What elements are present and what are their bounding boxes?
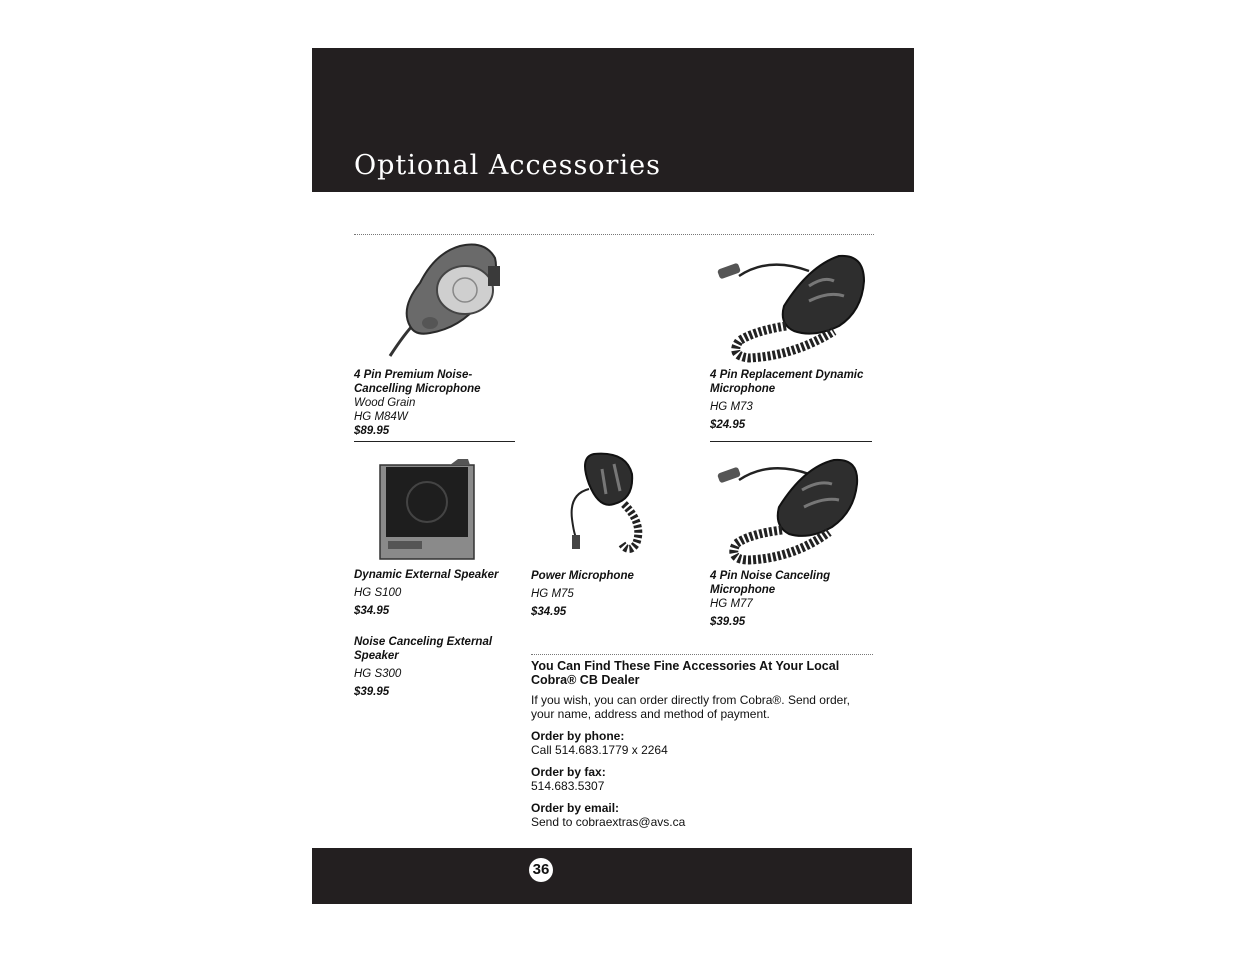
product-name: 4 Pin Noise Canceling Microphone	[710, 570, 831, 596]
email-value: Send to cobraextras@avs.ca	[531, 815, 686, 829]
microphone-m77-icon	[714, 452, 859, 568]
product-m77	[710, 569, 880, 629]
product-model: HG M75	[531, 588, 574, 600]
top-divider	[354, 234, 874, 235]
product-name: Noise Canceling External Speaker	[354, 636, 493, 662]
fax-value: 514.683.5307	[531, 779, 605, 793]
product-model: HG M77	[710, 598, 753, 610]
page-footer	[312, 848, 912, 904]
product-m73	[710, 368, 880, 432]
product-m75	[531, 569, 701, 619]
page-header	[312, 48, 914, 192]
dealer-heading: You Can Find These Fine Accessories At Your Local Cobra® CB Dealer	[531, 659, 840, 687]
product-divider	[710, 441, 872, 442]
product-name: 4 Pin Replacement Dynamic Microphone	[710, 369, 864, 395]
product-price: $39.95	[354, 686, 390, 698]
product-model: HG S100	[354, 587, 402, 599]
speaker-icon	[378, 459, 478, 562]
product-price: $39.95	[710, 616, 746, 628]
phone-value: Call 514.683.1779 x 2264	[531, 743, 668, 757]
email-label: Order by email:	[531, 801, 620, 815]
product-model: HG M73	[710, 401, 753, 413]
product-model: HG S300	[354, 668, 402, 680]
product-m84w	[354, 368, 524, 438]
product-price: $34.95	[531, 606, 567, 618]
product-model: HG M84W	[354, 411, 408, 423]
page-number: 36	[529, 858, 553, 882]
dealer-info	[531, 659, 876, 829]
fax-label: Order by fax:	[531, 765, 606, 779]
product-price: $34.95	[354, 605, 390, 617]
product-name: Power Microphone	[531, 570, 634, 582]
phone-label: Order by phone:	[531, 729, 625, 743]
dealer-divider	[531, 654, 873, 655]
product-divider	[354, 441, 515, 442]
product-s300	[354, 635, 524, 699]
dealer-intro: If you wish, you can order directly from Cobra®. Send order, your name, address and method of payment.	[531, 693, 850, 721]
product-color: Wood Grain	[354, 397, 416, 409]
page-title: Optional Accessories	[354, 150, 661, 181]
microphone-m73-icon	[714, 246, 869, 366]
product-price: $89.95	[354, 425, 390, 437]
product-name: Dynamic External Speaker	[354, 569, 499, 581]
product-price: $24.95	[710, 419, 746, 431]
microphone-woodgrain-icon	[360, 238, 510, 363]
page	[312, 48, 914, 904]
microphone-m75-icon	[564, 449, 654, 559]
product-name: 4 Pin Premium Noise-Cancelling Microphone	[354, 369, 481, 395]
product-s100	[354, 568, 524, 618]
